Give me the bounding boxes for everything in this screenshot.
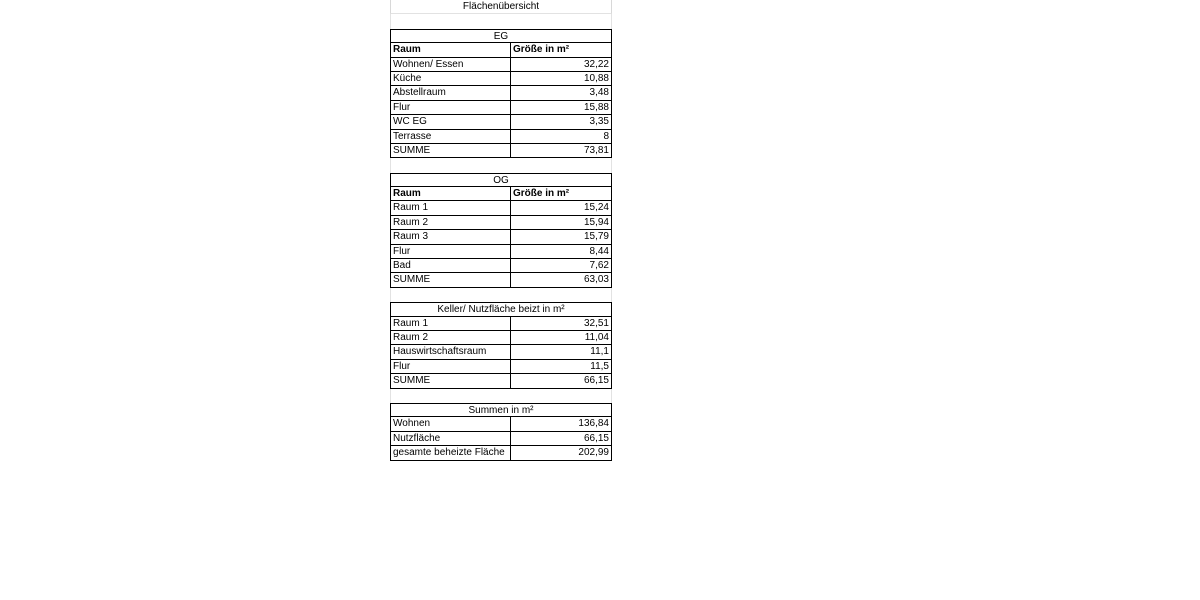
sum-label-cell[interactable]: SUMME	[390, 273, 510, 287]
section-heading-row	[390, 302, 612, 316]
column-header-groesse[interactable]: Größe in m²	[510, 43, 612, 57]
table-row	[390, 317, 612, 331]
total-value-cell[interactable]: 66,15	[510, 432, 612, 446]
section-heading[interactable]: EG	[390, 29, 612, 43]
sum-value-cell[interactable]: 73,81	[510, 144, 612, 158]
room-cell[interactable]: Flur	[390, 101, 510, 115]
sum-value-cell[interactable]: 63,03	[510, 273, 612, 287]
table-row	[390, 432, 612, 446]
section-heading[interactable]: Summen in m²	[390, 403, 612, 417]
area-cell[interactable]: 32,51	[510, 317, 612, 331]
column-header-row	[390, 187, 612, 201]
column-header-row	[390, 43, 612, 57]
table-eg	[390, 29, 612, 159]
room-cell[interactable]: Raum 2	[390, 331, 510, 345]
table-row	[390, 345, 612, 359]
empty-cell[interactable]	[390, 158, 612, 172]
spreadsheet	[390, 0, 612, 461]
blank-row	[390, 14, 612, 28]
area-cell[interactable]: 8	[510, 130, 612, 144]
table-row	[390, 360, 612, 374]
section-heading[interactable]: OG	[390, 173, 612, 187]
section-heading-row	[390, 29, 612, 43]
total-value-cell[interactable]: 136,84	[510, 417, 612, 431]
table-og	[390, 173, 612, 288]
table-row	[390, 446, 612, 460]
area-cell[interactable]: 3,35	[510, 115, 612, 129]
room-cell[interactable]: Raum 1	[390, 201, 510, 215]
section-heading-row	[390, 403, 612, 417]
area-cell[interactable]: 15,24	[510, 201, 612, 215]
room-cell[interactable]: Hauswirtschaftsraum	[390, 345, 510, 359]
sum-label-cell[interactable]: SUMME	[390, 374, 510, 388]
column-header-raum[interactable]: Raum	[390, 43, 510, 57]
room-cell[interactable]: Abstellraum	[390, 86, 510, 100]
empty-cell[interactable]	[390, 389, 612, 403]
total-value-cell[interactable]: 202,99	[510, 446, 612, 460]
total-label-cell[interactable]: Nutzfläche	[390, 432, 510, 446]
sum-row	[390, 374, 612, 388]
section-heading[interactable]: Keller/ Nutzfläche beizt in m²	[390, 302, 612, 316]
room-cell[interactable]: Terrasse	[390, 130, 510, 144]
sheet-title[interactable]: Flächenübersicht	[390, 0, 612, 14]
area-cell[interactable]: 10,88	[510, 72, 612, 86]
area-cell[interactable]: 3,48	[510, 86, 612, 100]
room-cell[interactable]: Raum 2	[390, 216, 510, 230]
area-cell[interactable]: 15,94	[510, 216, 612, 230]
room-cell[interactable]: Bad	[390, 259, 510, 273]
table-row	[390, 130, 612, 144]
table-row	[390, 58, 612, 72]
area-cell[interactable]: 11,04	[510, 331, 612, 345]
table-row	[390, 72, 612, 86]
area-cell[interactable]: 11,5	[510, 360, 612, 374]
area-cell[interactable]: 7,62	[510, 259, 612, 273]
blank-row	[390, 288, 612, 302]
sum-row	[390, 144, 612, 158]
column-header-groesse[interactable]: Größe in m²	[510, 187, 612, 201]
blank-row	[390, 158, 612, 172]
table-row	[390, 331, 612, 345]
table-row	[390, 101, 612, 115]
table-row	[390, 259, 612, 273]
section-heading-row	[390, 173, 612, 187]
sum-row	[390, 273, 612, 287]
area-cell[interactable]: 15,79	[510, 230, 612, 244]
table-row	[390, 216, 612, 230]
table-row	[390, 115, 612, 129]
room-cell[interactable]: WC EG	[390, 115, 510, 129]
room-cell[interactable]: Wohnen/ Essen	[390, 58, 510, 72]
room-cell[interactable]: Raum 3	[390, 230, 510, 244]
area-cell[interactable]: 32,22	[510, 58, 612, 72]
blank-row	[390, 389, 612, 403]
table-row	[390, 245, 612, 259]
room-cell[interactable]: Flur	[390, 245, 510, 259]
column-header-raum[interactable]: Raum	[390, 187, 510, 201]
table-row	[390, 201, 612, 215]
room-cell[interactable]: Küche	[390, 72, 510, 86]
sheet-title-row	[390, 0, 612, 14]
empty-cell[interactable]	[390, 14, 612, 28]
room-cell[interactable]: Flur	[390, 360, 510, 374]
area-cell[interactable]: 15,88	[510, 101, 612, 115]
table-keller	[390, 302, 612, 388]
area-cell[interactable]: 11,1	[510, 345, 612, 359]
area-cell[interactable]: 8,44	[510, 245, 612, 259]
table-row	[390, 86, 612, 100]
sum-value-cell[interactable]: 66,15	[510, 374, 612, 388]
room-cell[interactable]: Raum 1	[390, 317, 510, 331]
empty-cell[interactable]	[390, 288, 612, 302]
total-label-cell[interactable]: gesamte beheizte Fläche	[390, 446, 510, 460]
total-label-cell[interactable]: Wohnen	[390, 417, 510, 431]
table-row	[390, 417, 612, 431]
sum-label-cell[interactable]: SUMME	[390, 144, 510, 158]
table-summen	[390, 403, 612, 461]
table-row	[390, 230, 612, 244]
